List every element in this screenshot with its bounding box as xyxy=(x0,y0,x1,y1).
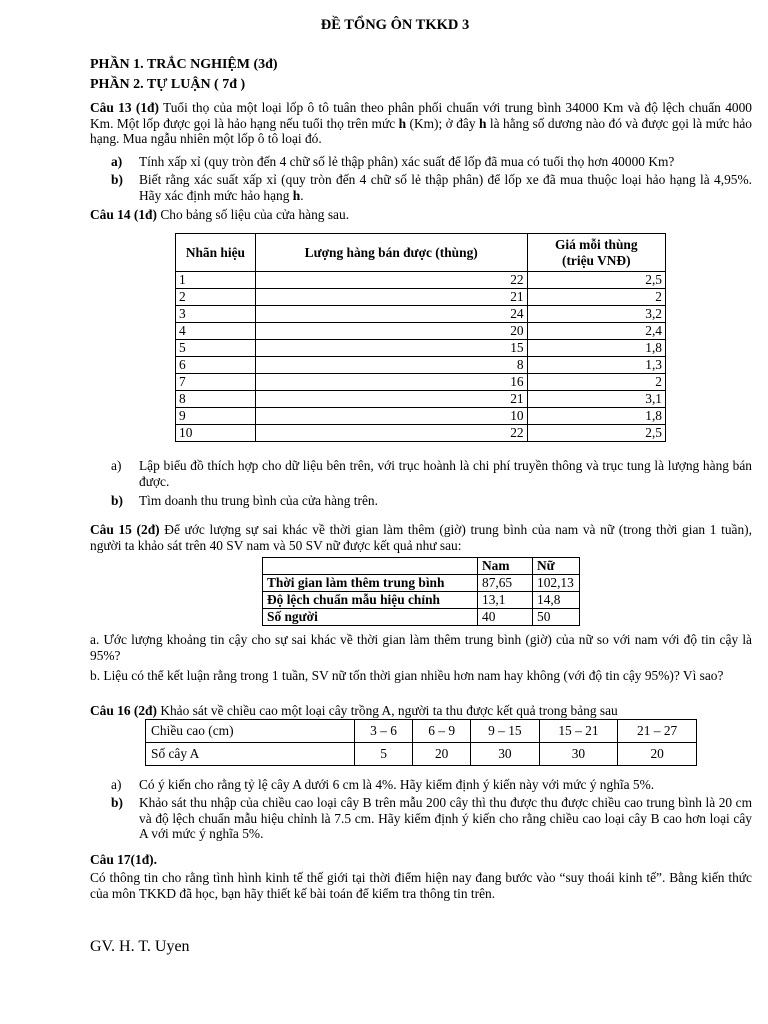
question-17-label: Câu 17(1đ). xyxy=(90,852,157,867)
table-row xyxy=(263,609,580,626)
q16-item-a xyxy=(111,777,752,793)
q15-col-nam: Nam xyxy=(478,558,533,575)
q16-text: Khảo sát về chiều cao một loại cây trồng A, người ta thu được kết quả trong bảng sau xyxy=(156,703,618,718)
q14-cell-price: 2 xyxy=(527,289,665,306)
q14-cell-price: 3,1 xyxy=(527,391,665,408)
table-row xyxy=(176,357,666,374)
q14-col-price xyxy=(527,234,665,272)
q14-cell-price: 2,5 xyxy=(527,425,665,442)
question-17-text: Có thông tin cho rằng tình hình kinh tế thế giới tại thời điểm hiện nay đang bước vào “suy thoái kinh tế”. Bằng kiến thức của môn TKKD đã học, bạn hãy thiết kế bài toán để kiểm tra thông tin trên. xyxy=(90,870,752,901)
table-row xyxy=(176,272,666,289)
table-row xyxy=(176,306,666,323)
q14-cell-price: 1,3 xyxy=(527,357,665,374)
q14-table-header xyxy=(176,234,666,272)
q16-bin-2: 6 – 9 xyxy=(413,720,471,743)
q16-a-label: a) xyxy=(111,777,122,792)
q14-table xyxy=(175,233,666,442)
q14-cell-brand: 1 xyxy=(176,272,256,289)
q14-cell-quantity: 21 xyxy=(255,289,527,306)
question-14 xyxy=(90,207,752,223)
q14-item-a xyxy=(111,458,752,490)
q15-cell-label: Số người xyxy=(263,609,478,626)
q15-cell-label: Độ lệch chuẩn mẫu hiệu chỉnh xyxy=(263,592,478,609)
q14-cell-brand: 9 xyxy=(176,408,256,425)
q14-cell-price: 3,2 xyxy=(527,306,665,323)
q14-item-b xyxy=(111,493,752,509)
q15-cell-label: Thời gian làm thêm trung bình xyxy=(263,575,478,592)
q15-cell-nu: 102,13 xyxy=(533,575,580,592)
document-title: ĐỀ TỔNG ÔN TKKD 3 xyxy=(320,17,470,33)
q14-cell-brand: 5 xyxy=(176,340,256,357)
q13-a-label: a) xyxy=(111,154,123,169)
q13-label: Câu 13 (1đ) xyxy=(90,100,159,115)
q14-cell-price: 2,5 xyxy=(527,272,665,289)
q14-cell-brand: 7 xyxy=(176,374,256,391)
q14-cell-quantity: 22 xyxy=(255,272,527,289)
q14-cell-price: 2,4 xyxy=(527,323,665,340)
q14-cell-quantity: 20 xyxy=(255,323,527,340)
table-row xyxy=(176,374,666,391)
q16-bin-3: 9 – 15 xyxy=(471,720,539,743)
q16-row2-label: Số cây A xyxy=(146,743,355,766)
table-row xyxy=(176,289,666,306)
table-row xyxy=(263,592,580,609)
q14-cell-brand: 4 xyxy=(176,323,256,340)
q14-cell-quantity: 8 xyxy=(255,357,527,374)
q15-cell-nam: 13,1 xyxy=(478,592,533,609)
q16-bin-5: 21 – 27 xyxy=(618,720,697,743)
q13-b-label: b) xyxy=(111,172,123,187)
q14-col-quantity: Lượng hàng bán được (thùng) xyxy=(255,234,527,272)
table-row xyxy=(176,408,666,425)
q16-count-1: 5 xyxy=(355,743,413,766)
q14-a-label: a) xyxy=(111,458,122,473)
q14-cell-price: 1,8 xyxy=(527,408,665,425)
q15-item-a: a. Ước lượng khoảng tin cậy cho sự sai khác về thời gian làm thêm trung bình (giờ) của nữ so với nam với độ tin cậy là 95%? xyxy=(90,632,752,663)
q15-label: Câu 15 (2đ) xyxy=(90,522,160,537)
q14-cell-quantity: 16 xyxy=(255,374,527,391)
q15-cell-nu: 14,8 xyxy=(533,592,580,609)
q13-text-a: Tuổi thọ của một loại lốp ô tô tuân theo phân phối chuẩn với trung bình 34000 Km và độ lệch chuẩn 4000 Km. Một lốp được gọi là hảo hạng nếu tuổi thọ trên mức xyxy=(90,100,752,131)
q14-cell-brand: 2 xyxy=(176,289,256,306)
q14-cell-quantity: 22 xyxy=(255,425,527,442)
q14-col-brand: Nhãn hiệu xyxy=(176,234,256,272)
q16-count-3: 30 xyxy=(471,743,539,766)
q14-col-price-line2: (triệu VNĐ) xyxy=(562,252,631,268)
q16-bin-1: 3 – 6 xyxy=(355,720,413,743)
q15-col-empty xyxy=(263,558,478,575)
q15-table xyxy=(262,557,580,626)
q16-b-label: b) xyxy=(111,795,123,810)
q16-item-b xyxy=(111,795,752,843)
q16-count-5: 20 xyxy=(618,743,697,766)
q16-row1-label: Chiều cao (cm) xyxy=(146,720,355,743)
q13-a-text: Tính xấp xỉ (quy tròn đến 4 chữ số lẻ thập phân) xác suất để lốp đã mua có tuổi thọ hơn 40000 Km? xyxy=(139,154,675,169)
q13-item-b xyxy=(111,172,752,204)
q14-cell-quantity: 21 xyxy=(255,391,527,408)
q13-h2: h xyxy=(479,115,487,131)
q14-cell-quantity: 10 xyxy=(255,408,527,425)
q16-b-text: Khảo sát thu nhập của chiều cao loại cây B trên mẫu 200 cây thì thu được thu được chiều cao trung bình là 20 cm và độ lệch chuẩn mẫu hiệu chỉnh là 7.5 cm. Hãy kiểm định ý kiến cho rằng chiều cao loại cây B cao hơn loại cây A với mức ý nghĩa 5%. xyxy=(139,795,752,841)
q14-text: Cho bảng số liệu của cửa hàng sau. xyxy=(156,207,350,222)
q14-cell-price: 2 xyxy=(527,374,665,391)
q15-table-body xyxy=(263,575,580,626)
q13-b-textwrap xyxy=(139,172,752,203)
q16-bin-4: 15 – 21 xyxy=(539,720,618,743)
q14-table-body xyxy=(176,272,666,442)
q13-b-text: Biết rằng xác suất xấp xỉ (quy tròn đến 4 chữ số lẻ thập phân) để lốp xe đã mua thuộc loại hảo hạng là 4,95%. Hãy xác định mức hảo hạng xyxy=(139,172,752,203)
question-15 xyxy=(90,522,752,553)
table-row xyxy=(176,425,666,442)
q15-text: Để ước lượng sự sai khác về thời gian làm thêm (giờ) trung bình của nam và nữ (trong thời gian 1 tuần), người ta khảo sát trên 40 SV nam và 50 SV nữ được kết quả như sau: xyxy=(90,522,752,553)
q14-b-text: Tìm doanh thu trung bình của cửa hàng trên. xyxy=(139,493,378,508)
q14-b-label: b) xyxy=(111,493,123,508)
q14-cell-brand: 6 xyxy=(176,357,256,374)
q13-b-bold: h xyxy=(292,187,301,203)
q15-cell-nu: 50 xyxy=(533,609,580,626)
q14-col-price-line1: Giá mỗi thùng xyxy=(554,237,638,252)
question-13 xyxy=(90,100,752,147)
q13-b-end: . xyxy=(300,187,304,203)
table-row xyxy=(176,391,666,408)
q14-cell-brand: 8 xyxy=(176,391,256,408)
q15-item-b: b. Liệu có thể kết luận rằng trong 1 tuần, SV nữ tốn thời gian nhiều hơn nam hay không (với độ tin cậy 95%)? Vì sao? xyxy=(90,668,724,683)
q13-h1: h xyxy=(398,115,407,131)
table-row xyxy=(176,323,666,340)
q13-item-a xyxy=(111,154,752,170)
q16-row-count xyxy=(146,743,697,766)
q14-cell-price: 1,8 xyxy=(527,340,665,357)
q14-a-text: Lập biểu đồ thích hợp cho dữ liệu bên trên, với trục hoành là chi phí truyền thông và trục tung là lượng hàng bán được. xyxy=(139,458,752,489)
q15-cell-nam: 87,65 xyxy=(478,575,533,592)
q16-count-4: 30 xyxy=(539,743,618,766)
q14-label: Câu 14 (1đ) xyxy=(90,207,157,222)
q15-cell-nam: 40 xyxy=(478,609,533,626)
q13-text-b: (Km); ở đây xyxy=(406,115,480,131)
q15-table-header xyxy=(263,558,580,575)
q16-row-height xyxy=(146,720,697,743)
q16-label: Câu 16 (2đ) xyxy=(90,703,157,718)
q14-cell-brand: 10 xyxy=(176,425,256,442)
part1-heading: PHẦN 1. TRẮC NGHIỆM (3đ) xyxy=(90,57,278,72)
q16-count-2: 20 xyxy=(413,743,471,766)
q15-col-nu: Nữ xyxy=(533,558,580,575)
q14-cell-quantity: 24 xyxy=(255,306,527,323)
q14-cell-quantity: 15 xyxy=(255,340,527,357)
question-16 xyxy=(90,703,752,719)
q13-text-c: là hằng số dương nào đó và được gọi là mức hảo hạng. Mua ngẫu nhiên một lốp ô tô loại đó. xyxy=(90,115,753,146)
q14-cell-brand: 3 xyxy=(176,306,256,323)
part2-heading: PHẦN 2. TỰ LUẬN ( 7đ ) xyxy=(90,77,246,92)
table-row xyxy=(263,575,580,592)
table-row xyxy=(176,340,666,357)
teacher-signature: GV. H. T. Uyen xyxy=(90,938,190,955)
q16-table xyxy=(145,719,697,766)
q16-a-text: Có ý kiến cho rằng tỷ lệ cây A dưới 6 cm là 4%. Hãy kiểm định ý kiến này với mức ý nghĩa 5%. xyxy=(139,777,655,792)
